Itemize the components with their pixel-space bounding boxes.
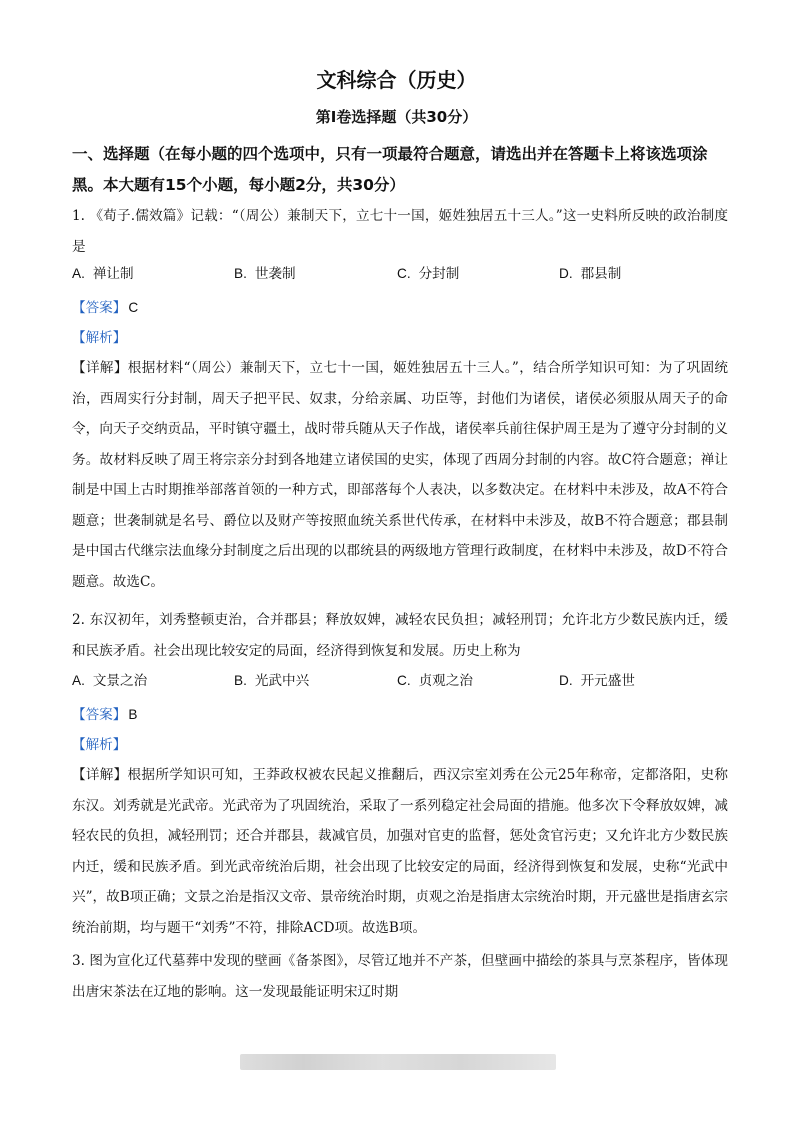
- option-key: D.: [559, 266, 573, 281]
- option-key: C.: [397, 673, 411, 688]
- option-b: [234, 669, 309, 689]
- analysis-tag: 【解析】: [72, 737, 127, 753]
- option-key: A.: [72, 266, 85, 281]
- answer-value: B: [128, 707, 138, 722]
- analysis-tag: 【解析】: [72, 330, 127, 346]
- detail-tag: 【详解】: [72, 360, 128, 376]
- option-text: 光武中兴: [254, 673, 310, 689]
- answer-tag: 【答案】: [72, 300, 127, 316]
- option-key: B.: [234, 673, 247, 688]
- option-text: 分封制: [418, 266, 460, 282]
- detail-text: 根据材料“（周公）兼制天下，立七十一国，姬姓独居五十三人。”，结合所学知识可知：为了巩固统治，西周实行分封制，周天子把平民、奴隶，分给亲属、功臣等，封他们为诸侯，诸侯必须服从周天子的命令，向天子交纳贡品，平时镇守疆土，战时带兵随从天子作战，诸侯率兵前往保护周王是为了遵守分封制的义务。故材料反映了周王将宗亲分封到各地建立诸侯国的史实，体现了西周分封制的内容。故C符合题意；禅让制是中国上古时期推举部落首领的一种方式，即部落每个人表决，以多数决定。在材料中未涉及，故A不符合题意；世袭制就是名号、爵位以及财产等按照血统关系世代传承，在材料中未涉及，故B不符合题意；郡县制是中国古代继宗法血缘分封制度之后出现的以郡统县的两级地方管理行政制度，在材料中未涉及，故D不符合题意。故选C。: [72, 360, 729, 590]
- option-text: 世袭制: [254, 266, 296, 282]
- question-2-analysis: [72, 733, 126, 753]
- option-d: [559, 669, 635, 689]
- option-a: [72, 262, 134, 282]
- option-text: 开元盛世: [580, 673, 635, 689]
- question-3-stem: 3. 图为宣化辽代墓葬中发现的壁画《备茶图》，尽管辽地并不产茶，但壁画中描绘的茶具与烹茶程序，皆体现出唐宋茶法在辽地的影响。这一发现最能证明宋辽时期: [72, 953, 728, 1000]
- option-text: 禅让制: [92, 266, 134, 282]
- question-1-answer: [72, 296, 138, 316]
- detail-text: 根据所学知识可知，王莽政权被农民起义推翻后，西汉宗室刘秀在公元25年称帝，定都洛阳，史称东汉。刘秀就是光武帝。光武帝为了巩固统治，采取了一系列稳定社会局面的措施。他多次下令释放奴婢，减轻农民的负担，减轻刑罚；还合并郡县，裁减官员，加强对官吏的监督，惩处贪官污吏；又允许北方少数民族内迁，缓和民族矛盾。到光武帝统治后期，社会出现了比较安定的局面，经济得到恢复和发展，史称“光武中兴”，故B项正确；文景之治是指汉文帝、景帝统治时期，贞观之治是指唐太宗统治时期，开元盛世是指唐玄宗统治前期，均与题干“刘秀”不符，排除ACD项。故选B项。: [72, 767, 729, 936]
- question-2-answer: [72, 703, 137, 723]
- answer-value: C: [128, 300, 139, 315]
- option-d: [559, 262, 621, 282]
- option-key: D.: [559, 673, 573, 688]
- option-b: [234, 262, 296, 282]
- page-title: 文科综合（历史）: [316, 68, 477, 92]
- question-1-options: [72, 262, 732, 286]
- blurred-footer-watermark: [240, 1054, 556, 1070]
- option-c: [397, 669, 473, 689]
- option-text: 文景之治: [92, 673, 148, 689]
- option-key: C.: [397, 266, 411, 281]
- answer-tag: 【答案】: [72, 707, 127, 723]
- part-subtitle: 第Ⅰ卷选择题（共30分）: [315, 108, 478, 126]
- detail-tag: 【详解】: [72, 767, 128, 783]
- option-key: A.: [72, 673, 85, 688]
- option-a: [72, 669, 147, 689]
- question-2-stem: 2. 东汉初年，刘秀整顿吏治，合并郡县；释放奴婢，减轻农民负担；减轻刑罚；允许北方少数民族内迁，缓和民族矛盾。社会出现比较安定的局面，经济得到恢复和发展。历史上称为: [72, 612, 728, 659]
- question-1-stem: 1. 《荀子.儒效篇》记载：“（周公）兼制天下，立七十一国，姬姓独居五十三人。”这一史料所反映的政治制度是: [72, 208, 728, 255]
- option-text: 郡县制: [580, 266, 622, 282]
- section-heading: 一、选择题（在每小题的四个选项中，只有一项最符合题意，请选出并在答题卡上将该选项涂黑。本大题有15个小题，每小题2分，共30分）: [72, 145, 708, 194]
- question-1-analysis: [72, 326, 126, 346]
- option-text: 贞观之治: [418, 673, 473, 689]
- question-2-options: [72, 669, 732, 693]
- question-1-detail: [72, 353, 728, 597]
- option-c: [397, 262, 459, 282]
- option-key: B.: [234, 266, 247, 281]
- question-2-detail: [72, 760, 728, 943]
